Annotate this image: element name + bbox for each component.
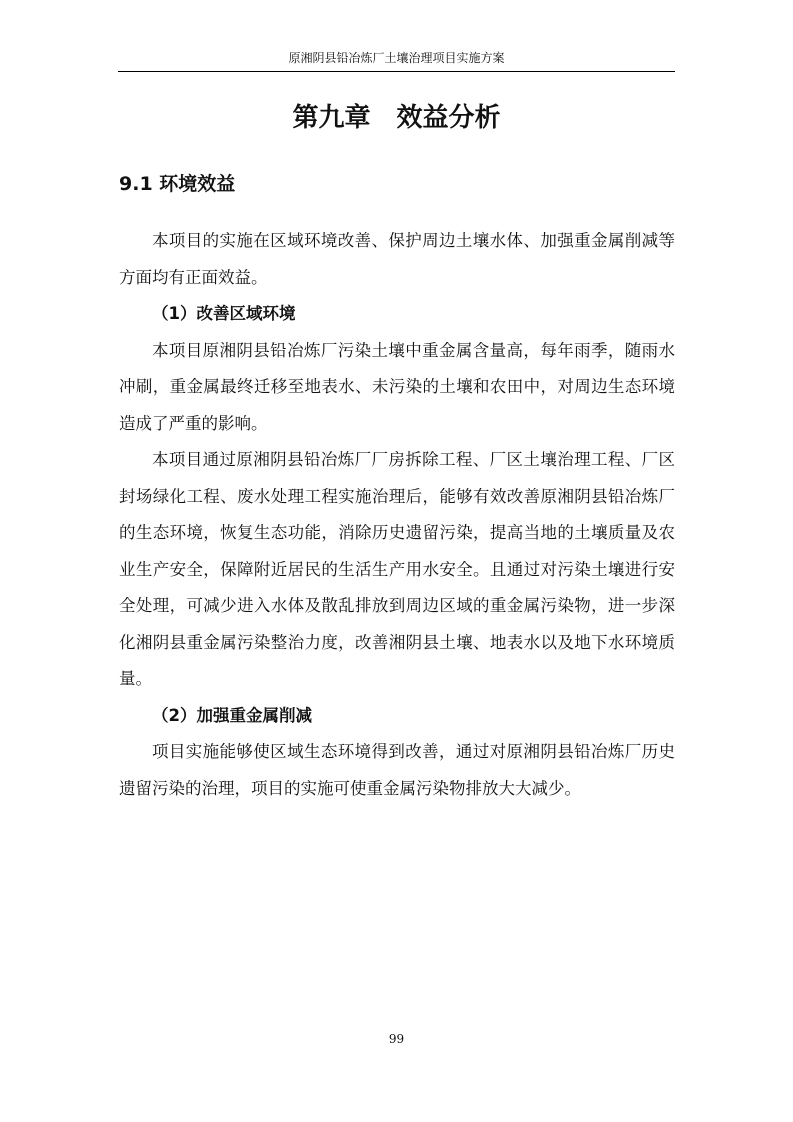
subsection-heading-1: （1）改善区域环境 <box>152 304 296 323</box>
chapter-title: 第九章 效益分析 <box>292 103 501 133</box>
body-text <box>119 223 675 807</box>
subsection-2-paragraph-1: 项目实施能够使区域生态环境得到改善，通过对原湘阴县铅冶炼厂历史遗留污染的治理，项目的实施可使重金属污染物排放大大减少。 <box>119 742 675 798</box>
section-title: 9.1 环境效益 <box>119 173 236 195</box>
page-number: 99 <box>388 1032 405 1046</box>
header-divider <box>118 71 675 72</box>
subsection-1-paragraph-2: 本项目通过原湘阴县铅冶炼厂厂房拆除工程、厂区土壤治理工程、厂区封场绿化工程、废水处理工程实施治理后，能够有效改善原湘阴县铅冶炼厂的生态环境，恢复生态功能，消除历史遗留污染，提高当地的土壤质量及农业生产安全，保障附近居民的生活生产用水安全。且通过对污染土壤进行安全处理，可减少进入水体及散乱排放到周边区域的重金属污染物，进一步深化湘阴县重金属污染整治力度，改善湘阴县土壤、地表水以及地下水环境质量。 <box>119 450 675 688</box>
intro-paragraph: 本项目的实施在区域环境改善、保护周边土壤水体、加强重金属削减等方面均有正面效益。 <box>119 231 675 287</box>
subsection-1-paragraph-1: 本项目原湘阴县铅冶炼厂污染土壤中重金属含量高，每年雨季，随雨水冲刷，重金属最终迁移至地表水、未污染的土壤和农田中，对周边生态环境造成了严重的影响。 <box>119 340 675 433</box>
page-header: 原湘阴县铅冶炼厂土壤治理项目实施方案 <box>288 51 505 65</box>
subsection-heading-2: （2）加强重金属削减 <box>152 705 312 725</box>
